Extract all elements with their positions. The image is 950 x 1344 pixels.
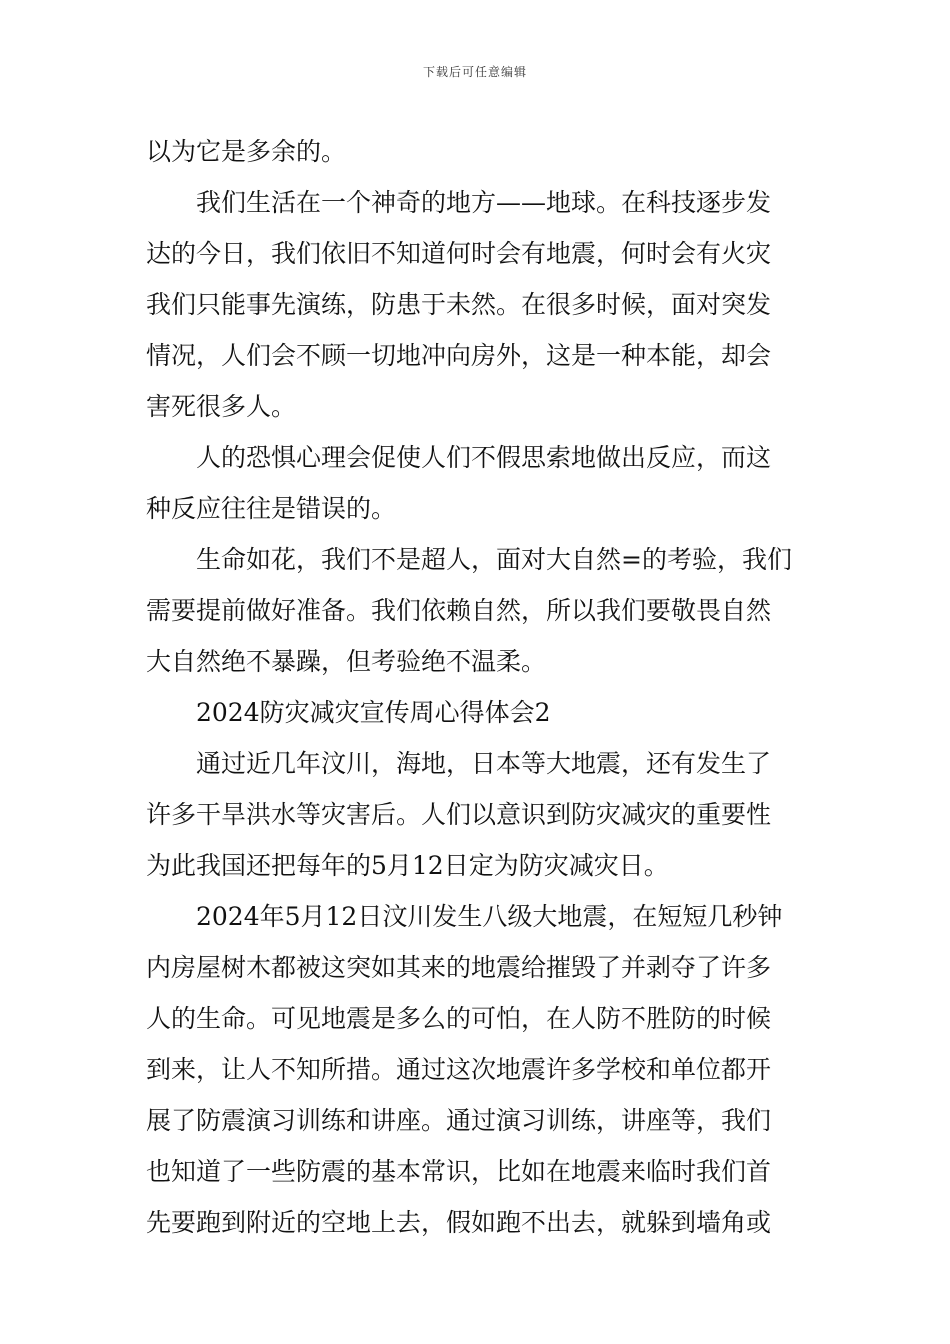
text-line: 需要提前做好准备。我们依赖自然，所以我们要敬畏自然 bbox=[146, 596, 772, 625]
paragraph-start-line: 2024年5月12日汶川发生八级大地震，在短短几秒钟 bbox=[196, 902, 783, 931]
document-body bbox=[146, 126, 808, 1248]
text-line: 许多干旱洪水等灾害后。人们以意识到防灾减灾的重要性 bbox=[146, 800, 772, 829]
text-line: 以为它是多余的。 bbox=[146, 137, 347, 166]
text-line: 内房屋树木都被这突如其来的地震给摧毁了并剥夺了许多 bbox=[146, 953, 772, 982]
paragraph-start-line: 通过近几年汶川，海地，日本等大地震，还有发生了 bbox=[196, 749, 772, 778]
section-heading: 2024防灾减灾宣传周心得体会2 bbox=[196, 698, 551, 727]
text-line: 情况，人们会不顾一切地冲向房外，这是一种本能，却会 bbox=[146, 341, 772, 370]
text-line: 到来，让人不知所措。通过这次地震许多学校和单位都开 bbox=[146, 1055, 772, 1084]
text-line: 种反应往往是错误的。 bbox=[146, 494, 397, 523]
text-line: 先要跑到附近的空地上去，假如跑不出去，就躲到墙角或 bbox=[146, 1208, 772, 1237]
paragraph-start-line: 人的恐惧心理会促使人们不假思索地做出反应，而这 bbox=[196, 443, 772, 472]
text-line: 人的生命。可见地震是多么的可怕，在人防不胜防的时候 bbox=[146, 1004, 772, 1033]
text-line: 害死很多人。 bbox=[146, 392, 297, 421]
text-line: 为此我国还把每年的5月12日定为防灾减灾日。 bbox=[146, 851, 669, 880]
paragraph-start-line: 我们生活在一个神奇的地方——地球。在科技逐步发 bbox=[196, 188, 772, 217]
page-header: 下载后可任意编辑 bbox=[422, 65, 527, 79]
text-line: 也知道了一些防震的基本常识，比如在地震来临时我们首 bbox=[146, 1157, 772, 1186]
text-line: 展了防震演习训练和讲座。通过演习训练，讲座等，我们 bbox=[146, 1106, 772, 1135]
text-line: 大自然绝不暴躁，但考验绝不温柔。 bbox=[146, 647, 547, 676]
text-line: 达的今日，我们依旧不知道何时会有地震，何时会有火灾 bbox=[146, 239, 772, 268]
text-line: 我们只能事先演练，防患于未然。在很多时候，面对突发 bbox=[146, 290, 772, 319]
paragraph-start-line: 生命如花，我们不是超人，面对大自然=的考验，我们 bbox=[196, 545, 792, 574]
